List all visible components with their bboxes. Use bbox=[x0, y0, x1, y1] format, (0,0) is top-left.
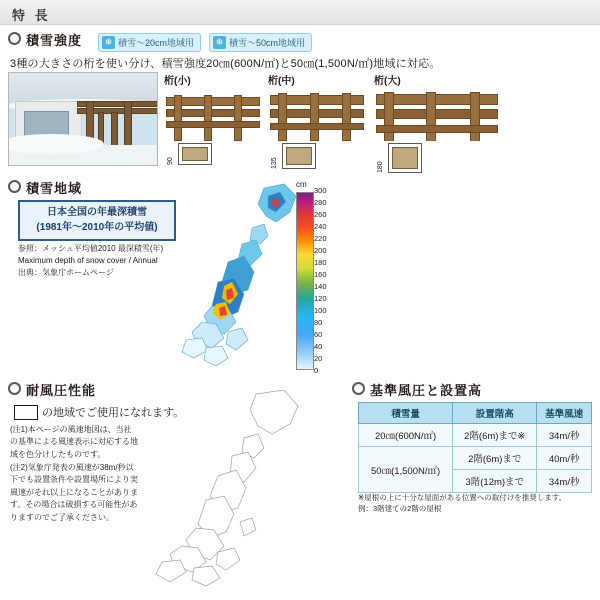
badge-label: 積雪～50cm地域用 bbox=[229, 38, 306, 48]
table-header-row bbox=[359, 403, 592, 424]
col-header-wind: 基準風速 bbox=[537, 403, 592, 424]
scale-tick: 60 bbox=[314, 330, 323, 339]
table-footnote-line2: 例：3階建ての2階の屋根 bbox=[358, 504, 442, 514]
badge-snow-20cm bbox=[98, 33, 201, 52]
scale-tick: 120 bbox=[314, 294, 327, 303]
snow-strength-lead: 3種の大きさの桁を使い分け、積雪強度20㎝(600N/㎡)と50㎝(1,500N/㎡)地域に対応。 bbox=[10, 58, 441, 70]
page-title: 特 長 bbox=[12, 8, 51, 23]
beam-caption: 桁(大) bbox=[374, 76, 401, 87]
beam-dimension: 135 bbox=[271, 157, 278, 169]
badge-snow-50cm bbox=[209, 33, 312, 52]
bullet-icon bbox=[8, 32, 21, 45]
scale-tick: 280 bbox=[314, 198, 327, 207]
table-row bbox=[359, 424, 592, 447]
cell-wind: 34m/秒 bbox=[537, 470, 592, 493]
scale-tick: 0 bbox=[314, 366, 319, 375]
cell-wind: 34m/秒 bbox=[537, 424, 592, 447]
scale-tick: 300 bbox=[314, 186, 327, 195]
beam-dimension: 90 bbox=[167, 157, 174, 165]
wind-note-2: (注2)気象庁発表の風速が38m/秒以下でも設置条件や設置場所により実風速がそれ以上になることがあります。その場合は破損する可能性がありますのでご了承ください。 bbox=[10, 463, 138, 522]
snow-depth-source bbox=[18, 243, 178, 279]
snow-depth-scale-ticks bbox=[314, 186, 340, 376]
scale-tick: 20 bbox=[314, 354, 323, 363]
scale-tick: 180 bbox=[314, 258, 327, 267]
col-header-height: 設置階高 bbox=[453, 403, 537, 424]
scale-tick: 240 bbox=[314, 222, 327, 231]
section-heading-snow-strength: 積雪強度 bbox=[8, 30, 82, 49]
beam-dimension: 180 bbox=[377, 161, 384, 173]
section-heading-wind-resistance: 耐風圧性能 bbox=[8, 380, 96, 399]
beam-sample-medium bbox=[268, 72, 364, 172]
source-line-3: 出典：気象庁ホームページ bbox=[18, 268, 114, 277]
product-photo bbox=[8, 72, 158, 166]
legend-swatch bbox=[14, 405, 38, 420]
bullet-icon bbox=[8, 180, 21, 193]
bullet-icon bbox=[352, 382, 365, 395]
legend-label: の地域でご使用になれます。 bbox=[42, 407, 185, 419]
cell-snow: 20㎝(600N/㎡) bbox=[359, 424, 453, 447]
source-line-1: 参照：メッシュ平均値2010 最深積雪(年) bbox=[18, 244, 164, 253]
cell-snow: 50㎝(1,500N/㎡) bbox=[359, 447, 453, 493]
page-header bbox=[0, 0, 600, 25]
note-title-line1: 日本全国の年最深積雪 bbox=[47, 207, 147, 218]
beam-caption: 桁(小) bbox=[164, 76, 191, 87]
snow-badge-row bbox=[98, 33, 312, 52]
japan-snow-depth-map bbox=[172, 182, 312, 382]
snow-depth-note-box bbox=[18, 200, 176, 241]
beam-caption: 桁(中) bbox=[268, 76, 295, 87]
cell-height: 3階(12m)まで bbox=[453, 470, 537, 493]
scale-unit-label: cm bbox=[296, 180, 307, 189]
scale-tick: 220 bbox=[314, 234, 327, 243]
beam-illustration bbox=[164, 89, 260, 141]
note-title-line2: (1981年～2010年の平均値) bbox=[36, 221, 158, 233]
table-row bbox=[359, 447, 592, 470]
scale-tick: 200 bbox=[314, 246, 327, 255]
source-line-2: Maximum depth of snow cover / Annual bbox=[18, 256, 158, 265]
cell-height: 2階(6m)まで bbox=[453, 447, 537, 470]
section-heading-snow-region: 積雪地域 bbox=[8, 178, 82, 197]
table-footnote bbox=[358, 492, 594, 515]
scale-tick: 160 bbox=[314, 270, 327, 279]
badge-label: 積雪～20cm地域用 bbox=[118, 38, 195, 48]
scale-tick: 40 bbox=[314, 342, 323, 351]
scale-tick: 260 bbox=[314, 210, 327, 219]
beam-sample-small bbox=[164, 72, 260, 168]
section-heading-wind-pressure-table: 基準風圧と設置高 bbox=[352, 380, 482, 399]
table-footnote-line1: ※屋根の上に十分な屋面がある位置への取付けを推奨します。 bbox=[358, 493, 567, 502]
japan-wind-region-map bbox=[148, 390, 344, 588]
scale-tick: 100 bbox=[314, 306, 327, 315]
bullet-icon bbox=[8, 382, 21, 395]
scale-tick: 140 bbox=[314, 282, 327, 291]
beam-illustration bbox=[374, 89, 498, 141]
beam-sample-large bbox=[374, 72, 470, 176]
snow-icon: ❄ bbox=[213, 36, 226, 49]
cell-height: 2階(6m)まで※ bbox=[453, 424, 537, 447]
wind-note-1: (注1)本ページの風速地図は、当社の基準による風速表示に対応する地域を色分けしたものです。 bbox=[10, 425, 138, 459]
beam-illustration bbox=[268, 89, 364, 141]
snow-icon: ❄ bbox=[102, 36, 115, 49]
cell-wind: 40m/秒 bbox=[537, 447, 592, 470]
snow-depth-color-scale bbox=[296, 192, 314, 370]
wind-pressure-table bbox=[358, 402, 592, 493]
scale-tick: 80 bbox=[314, 318, 323, 327]
col-header-snow: 積雪量 bbox=[359, 403, 453, 424]
